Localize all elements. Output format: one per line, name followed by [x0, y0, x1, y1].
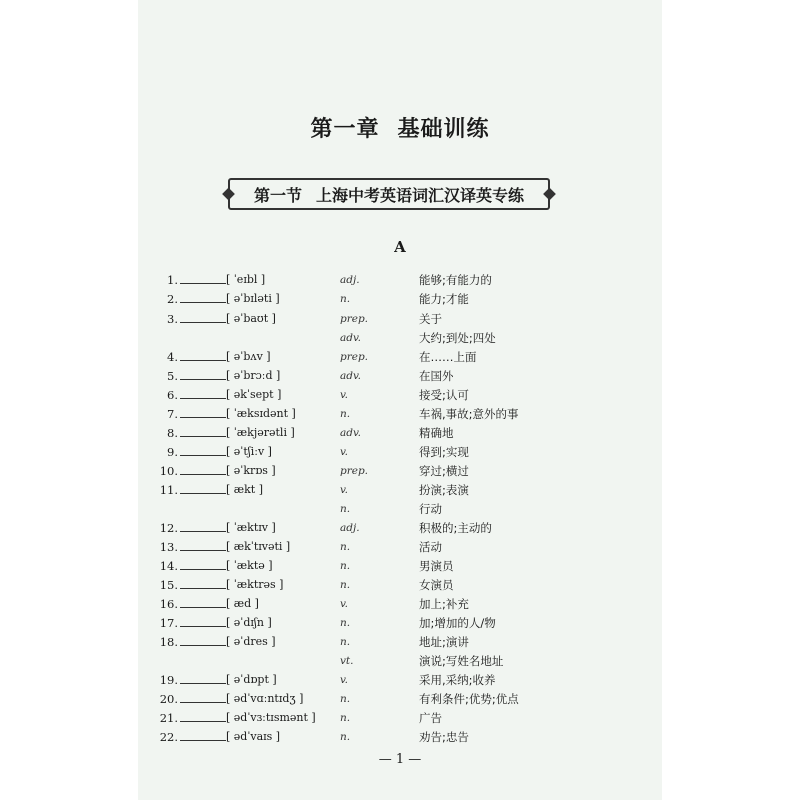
vocab-row — [0, 443, 800, 461]
vocab-row — [0, 367, 800, 385]
vocab-row — [0, 481, 800, 499]
vocab-row — [0, 310, 800, 328]
item-number: 18. — [159, 635, 178, 649]
part-of-speech: adj. — [340, 522, 360, 534]
phonetic: [ ˈeɪbl ] — [226, 273, 266, 286]
part-of-speech: n. — [340, 541, 351, 553]
part-of-speech: adv. — [340, 332, 362, 344]
meaning: 在国外 — [419, 369, 454, 383]
meaning: 男演员 — [419, 559, 454, 573]
item-number: 9. — [167, 445, 178, 459]
chapter-number: 第一章 — [310, 117, 380, 142]
phonetic: [ əkˈsept ] — [226, 388, 282, 401]
chapter-title — [138, 112, 662, 143]
vocab-row — [0, 519, 800, 537]
answer-blank[interactable] — [180, 271, 226, 284]
vocab-row — [0, 557, 800, 575]
meaning: 活动 — [419, 540, 442, 554]
meaning: 积极的;主动的 — [419, 521, 492, 535]
phonetic: [ əˈbaʊt ] — [226, 312, 276, 325]
item-number: 4. — [167, 350, 178, 364]
item-number: 14. — [159, 559, 178, 573]
section-number: 第一节 — [253, 185, 302, 205]
answer-blank[interactable] — [180, 443, 226, 456]
part-of-speech: n. — [340, 503, 351, 515]
phonetic: [ əˈtʃiːv ] — [226, 445, 272, 458]
phonetic: [ əˈdɪʃn ] — [226, 616, 272, 629]
phonetic: [ ədˈvaɪs ] — [226, 730, 281, 743]
vocab-row — [0, 271, 800, 289]
answer-blank[interactable] — [180, 348, 226, 361]
meaning: 加上;补充 — [419, 597, 469, 611]
part-of-speech: v. — [340, 598, 349, 610]
vocab-row — [0, 652, 800, 670]
vocab-row — [0, 633, 800, 651]
phonetic: [ ədˈvɜːtɪsmənt ] — [226, 711, 316, 724]
meaning: 劝告;忠告 — [419, 730, 469, 744]
vocab-row — [0, 576, 800, 594]
answer-blank[interactable] — [180, 614, 226, 627]
item-number: 6. — [167, 388, 178, 402]
answer-blank[interactable] — [180, 519, 226, 532]
meaning: 女演员 — [419, 578, 454, 592]
part-of-speech: n. — [340, 712, 351, 724]
part-of-speech: prep. — [340, 465, 369, 477]
vocab-row — [0, 500, 800, 518]
item-number: 8. — [167, 426, 178, 440]
part-of-speech: v. — [340, 484, 349, 496]
answer-blank[interactable] — [180, 557, 226, 570]
meaning: 能够;有能力的 — [419, 273, 492, 287]
answer-blank[interactable] — [180, 405, 226, 418]
answer-blank[interactable] — [180, 671, 226, 684]
meaning: 车祸,事故;意外的事 — [419, 407, 519, 421]
meaning: 演说;写姓名地址 — [419, 654, 504, 668]
chapter-name: 基础训练 — [397, 117, 490, 142]
vocab-row — [0, 329, 800, 347]
meaning: 加;增加的人/物 — [419, 616, 496, 630]
meaning: 精确地 — [419, 426, 454, 440]
item-number: 5. — [167, 369, 178, 383]
answer-blank[interactable] — [180, 386, 226, 399]
part-of-speech: n. — [340, 636, 351, 648]
vocab-row — [0, 386, 800, 404]
phonetic: [ ˈækjərətli ] — [226, 426, 295, 439]
vocab-row — [0, 424, 800, 442]
item-number: 19. — [159, 673, 178, 687]
meaning: 扮演;表演 — [419, 483, 469, 497]
phonetic: [ ˈæksɪdənt ] — [226, 407, 296, 420]
phonetic: [ əˈbʌv ] — [226, 350, 271, 363]
phonetic: [ ækt ] — [226, 483, 264, 496]
meaning: 穿过;横过 — [419, 464, 469, 478]
phonetic: [ ˈæktrəs ] — [226, 578, 284, 591]
part-of-speech: adv. — [340, 370, 362, 382]
item-number: 3. — [167, 312, 178, 326]
phonetic: [ əˈdɒpt ] — [226, 673, 277, 686]
vocab-row — [0, 671, 800, 689]
part-of-speech: n. — [340, 617, 351, 629]
part-of-speech: n. — [340, 293, 351, 305]
item-number: 12. — [159, 521, 178, 535]
phonetic: [ əˈkrɒs ] — [226, 464, 276, 477]
part-of-speech: n. — [340, 408, 351, 420]
meaning: 广告 — [419, 711, 442, 725]
item-number: 7. — [167, 407, 178, 421]
section-name: 上海中考英语词汇汉译英专练 — [316, 185, 525, 205]
item-number: 2. — [167, 292, 178, 306]
answer-blank[interactable] — [180, 576, 226, 589]
item-number: 22. — [159, 730, 178, 744]
item-number: 21. — [159, 711, 178, 725]
meaning: 关于 — [419, 312, 442, 326]
meaning: 行动 — [419, 502, 442, 516]
part-of-speech: adj. — [340, 274, 360, 286]
section-title-box — [228, 178, 550, 210]
vocab-row — [0, 538, 800, 556]
item-number: 15. — [159, 578, 178, 592]
item-number: 20. — [159, 692, 178, 706]
answer-blank[interactable] — [180, 538, 226, 551]
part-of-speech: n. — [340, 579, 351, 591]
vocab-row — [0, 614, 800, 632]
vocab-row — [0, 290, 800, 308]
part-of-speech: vt. — [340, 655, 354, 667]
item-number: 17. — [159, 616, 178, 630]
vocab-row — [0, 405, 800, 423]
part-of-speech: v. — [340, 674, 349, 686]
item-number: 13. — [159, 540, 178, 554]
answer-blank[interactable] — [180, 709, 226, 722]
phonetic: [ ækˈtɪvəti ] — [226, 540, 291, 553]
answer-blank[interactable] — [180, 595, 226, 608]
part-of-speech: n. — [340, 731, 351, 743]
answer-blank[interactable] — [180, 633, 226, 646]
part-of-speech: v. — [340, 446, 349, 458]
phonetic: [ æd ] — [226, 597, 259, 610]
answer-blank[interactable] — [180, 462, 226, 475]
phonetic: [ ədˈvɑːntɪdʒ ] — [226, 692, 304, 705]
answer-blank[interactable] — [180, 424, 226, 437]
meaning: 有利条件;优势;优点 — [419, 692, 519, 706]
answer-blank[interactable] — [180, 310, 226, 323]
vocab-row — [0, 462, 800, 480]
meaning: 大约;到处;四处 — [419, 331, 496, 345]
phonetic: [ əˈbɪləti ] — [226, 292, 280, 305]
phonetic: [ ˈæktɪv ] — [226, 521, 276, 534]
vocab-row — [0, 348, 800, 366]
item-number: 1. — [167, 273, 178, 287]
vocab-row — [0, 595, 800, 613]
meaning: 得到;实现 — [419, 445, 469, 459]
answer-blank[interactable] — [180, 481, 226, 494]
phonetic: [ ˈæktə ] — [226, 559, 273, 572]
item-number: 10. — [159, 464, 178, 478]
part-of-speech: prep. — [340, 351, 369, 363]
letter-heading: A — [394, 238, 406, 256]
phonetic: [ əˈbrɔːd ] — [226, 369, 281, 382]
meaning: 采用,采纳;收养 — [419, 673, 496, 687]
phonetic: [ əˈdres ] — [226, 635, 276, 648]
part-of-speech: n. — [340, 560, 351, 572]
part-of-speech: prep. — [340, 313, 369, 325]
vocab-row — [0, 690, 800, 708]
item-number: 11. — [159, 483, 178, 497]
answer-blank[interactable] — [180, 290, 226, 303]
meaning: 能力;才能 — [419, 292, 469, 306]
vocab-row — [0, 728, 800, 746]
part-of-speech: v. — [340, 389, 349, 401]
answer-blank[interactable] — [180, 367, 226, 380]
answer-blank[interactable] — [180, 728, 226, 741]
answer-blank[interactable] — [180, 690, 226, 703]
page-number: — 1 — — [378, 752, 422, 767]
vocab-row — [0, 709, 800, 727]
meaning: 地址;演讲 — [419, 635, 469, 649]
meaning: 接受;认可 — [419, 388, 469, 402]
meaning: 在……上面 — [419, 350, 477, 364]
part-of-speech: adv. — [340, 427, 362, 439]
item-number: 16. — [159, 597, 178, 611]
part-of-speech: n. — [340, 693, 351, 705]
